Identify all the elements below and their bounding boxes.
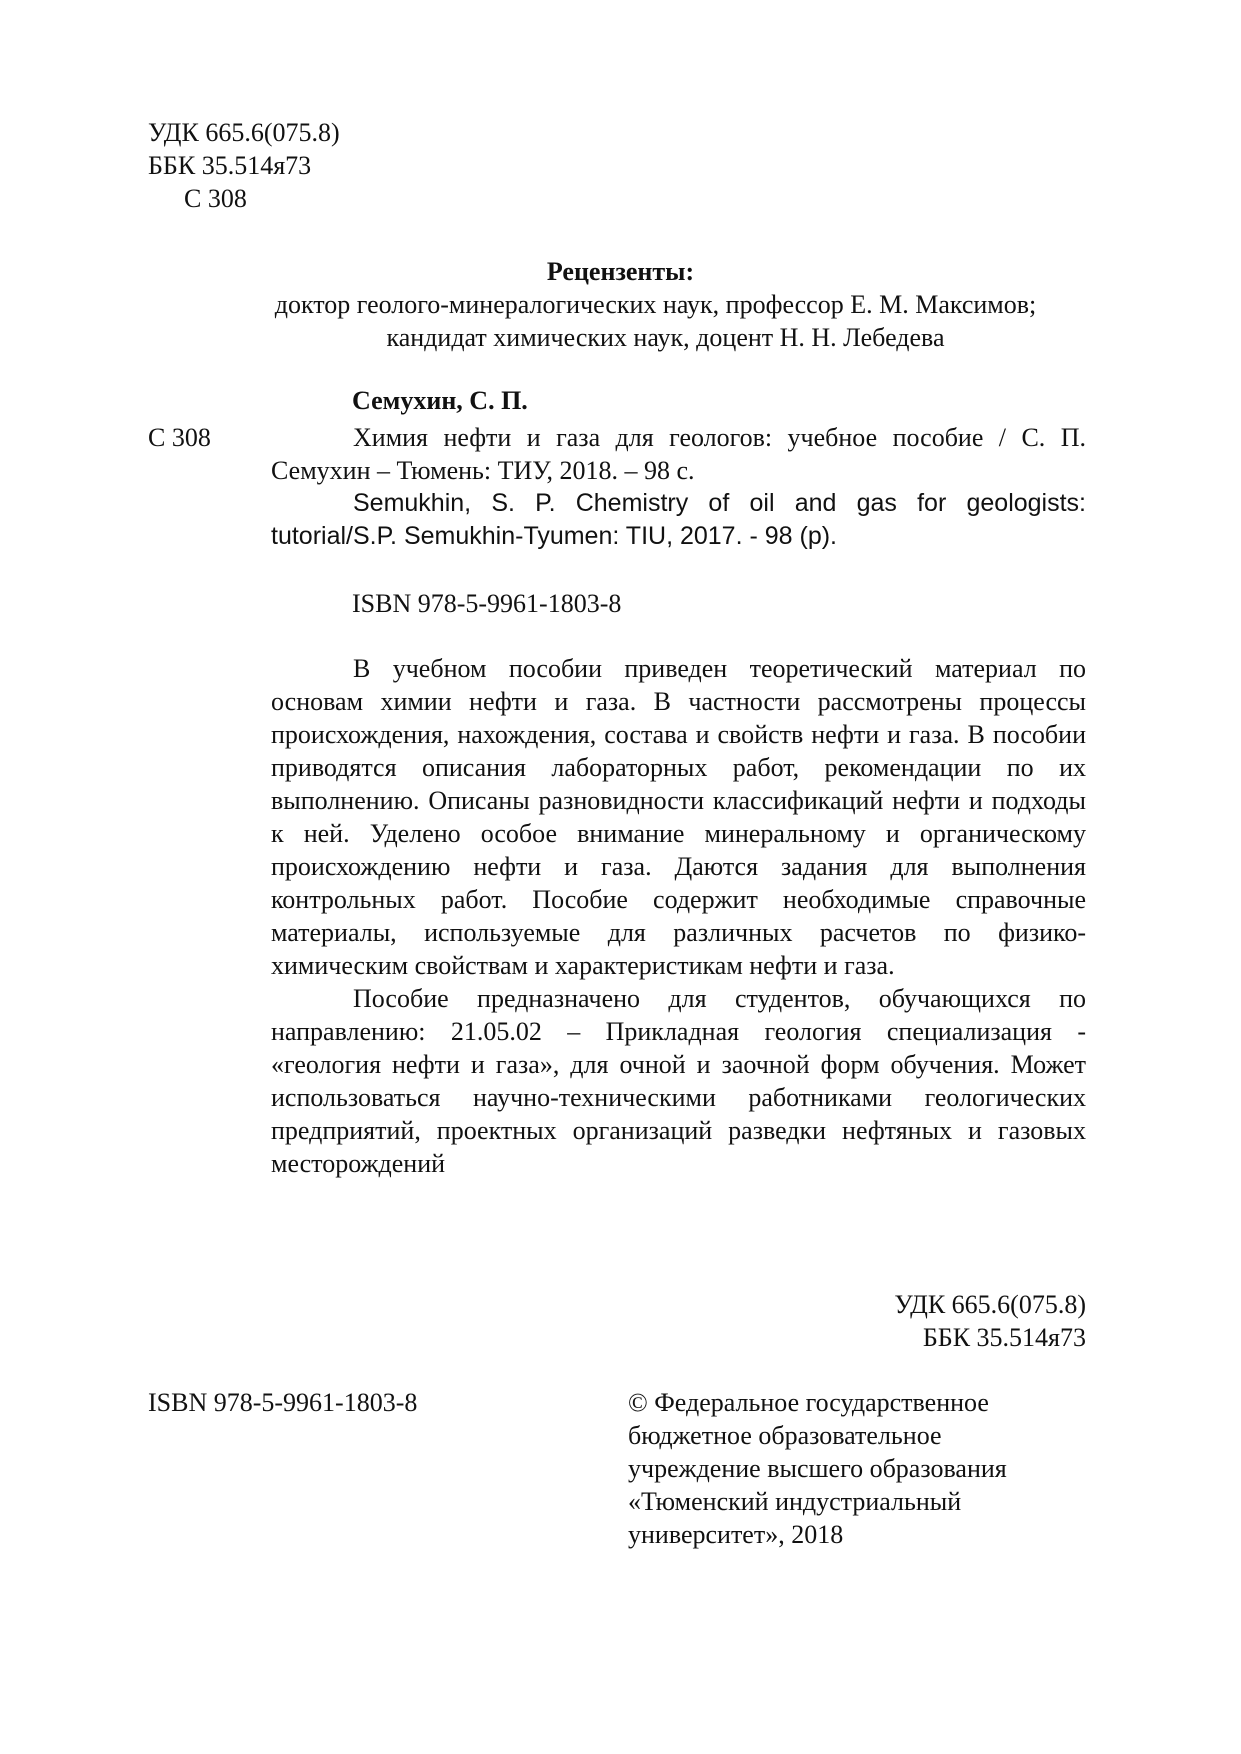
copyright-line: учреждение высшего образования bbox=[628, 1454, 1007, 1483]
copyright-line: бюджетное образовательное bbox=[628, 1421, 942, 1450]
bibliographic-record-english bbox=[271, 487, 1086, 553]
bibliographic-record-russian bbox=[271, 421, 1086, 487]
annotation-paragraph-2: Пособие предназначено для студентов, обучающихся по направлению: 21.05.02 – Прикладная геология специализация - «геология нефти и газа», для очной и заочной форм обучения. Может использоваться научно-техническими работниками геологических предприятий, проектных организаций разведки нефтяных и газовых месторождений bbox=[271, 984, 1086, 1178]
copyright-line: © Федеральное государственное bbox=[628, 1388, 989, 1417]
copyright-block bbox=[628, 1386, 1007, 1551]
udk-code-bottom: УДК 665.6(075.8) bbox=[894, 1290, 1086, 1319]
udk-code: УДК 665.6(075.8) bbox=[148, 118, 340, 147]
classification-codes-top bbox=[148, 116, 340, 215]
author-mark-left: С 308 bbox=[148, 423, 211, 452]
classification-codes-bottom bbox=[894, 1288, 1086, 1354]
isbn-main: ISBN 978-5-9961-1803-8 bbox=[352, 589, 622, 618]
book-author: Семухин, С. П. bbox=[352, 386, 528, 415]
bibliographic-english-text: Semukhin, S. P. Chemistry of oil and gas for geologists: tutorial/S.P. Semukhin-Tyumen: TIU, 2017. - 98 (p). bbox=[271, 489, 1086, 550]
bbk-code-bottom: ББК 35.514я73 bbox=[922, 1323, 1086, 1352]
reviewers-title: Рецензенты: bbox=[546, 257, 695, 286]
bibliographic-russian-text: Химия нефти и газа для геологов: учебное пособие / С. П. Семухин – Тюмень: ТИУ, 2018. – 98 с. bbox=[271, 423, 1086, 485]
isbn-bottom: ISBN 978-5-9961-1803-8 bbox=[148, 1388, 418, 1417]
copyright-line: университет», 2018 bbox=[628, 1520, 844, 1549]
author-mark: С 308 bbox=[184, 184, 247, 213]
bbk-code: ББК 35.514я73 bbox=[148, 151, 312, 180]
annotation bbox=[271, 652, 1086, 1180]
reviewer-2: кандидат химических наук, доцент Н. Н. Лебедева bbox=[386, 323, 945, 352]
copyright-line: «Тюменский индустриальный bbox=[628, 1487, 962, 1516]
annotation-paragraph-1: В учебном пособии приведен теоретический материал по основам химии нефти и газа. В частности рассмотрены процессы происхождения, нахождения, состава и свойств нефти и газа. В пособии приводятся описания лабораторных работ, рекомендации по их выполнению. Описаны разновидности классификаций нефти и подходы к ней. Уделено особое внимание минеральному и органическому происхождению нефти и газа. Даются задания для выполнения контрольных работ. Пособие содержит необходимые справочные материалы, используемые для различных расчетов по физико-химическим свойствам и характеристикам нефти и газа. bbox=[271, 654, 1086, 980]
reviewer-1: доктор геолого-минералогических наук, профессор Е. М. Максимов; bbox=[274, 290, 1037, 319]
